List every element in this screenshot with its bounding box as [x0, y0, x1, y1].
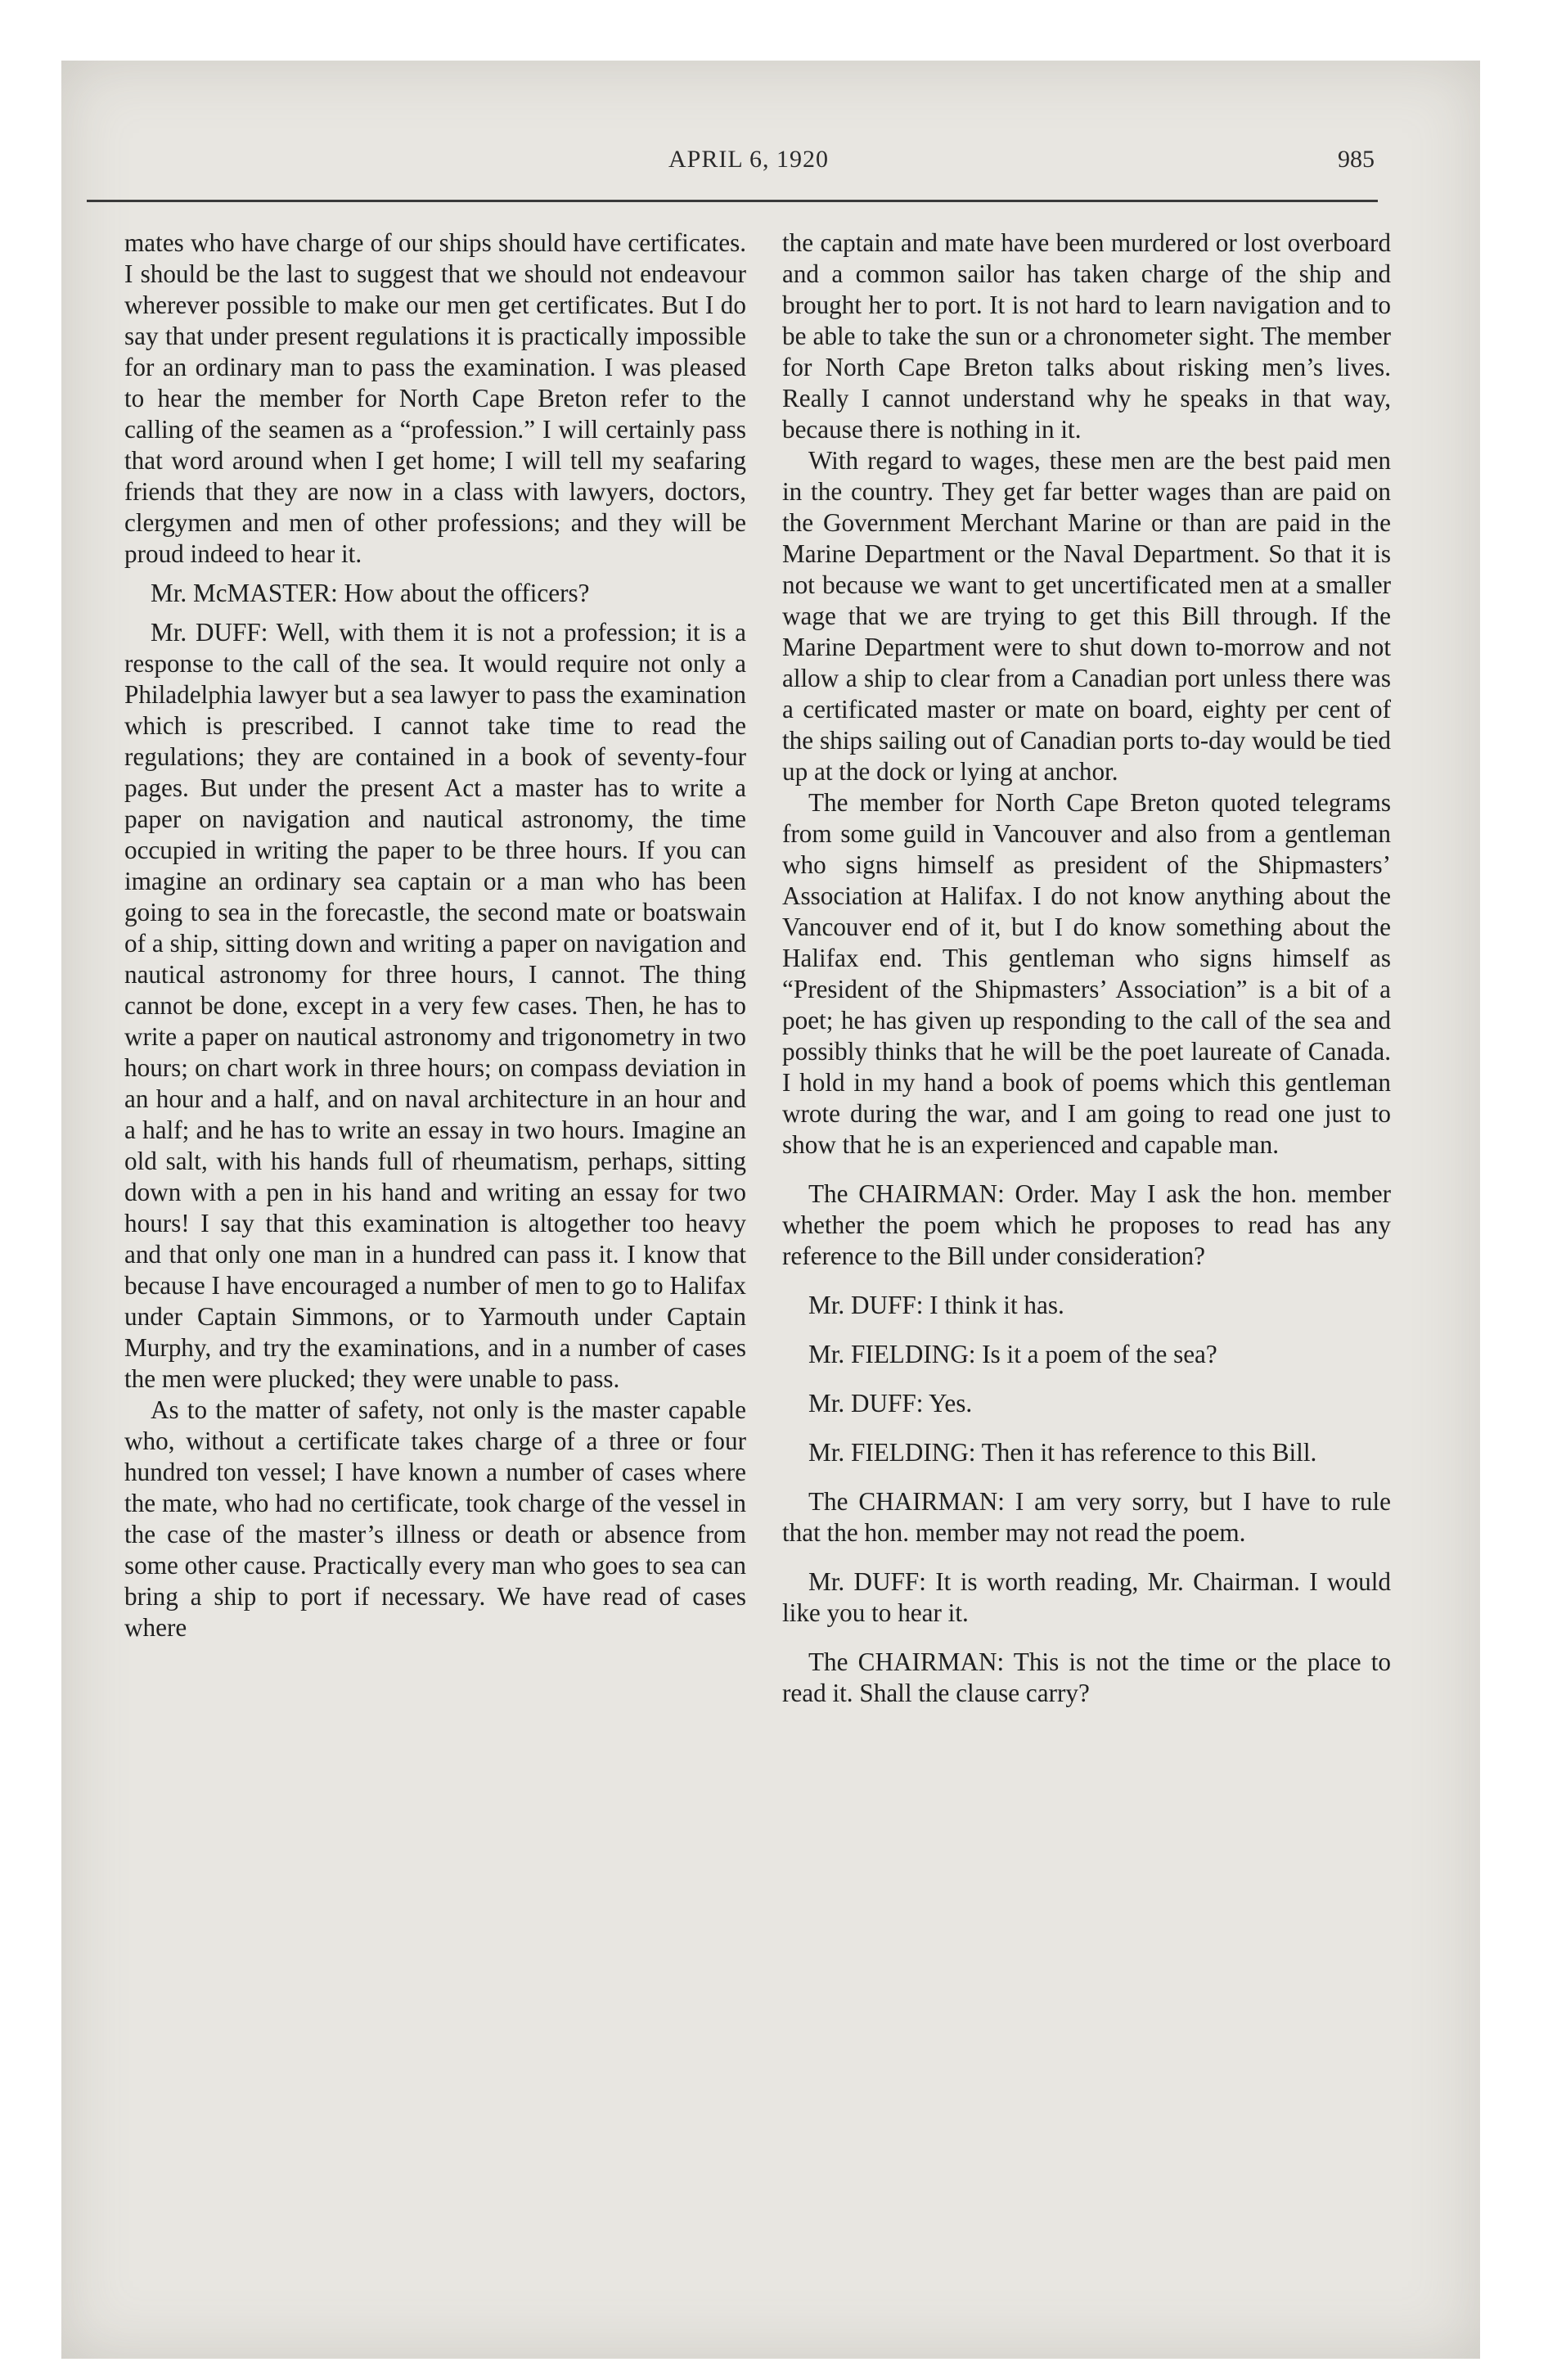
paragraph: Mr. DUFF: Yes.: [808, 1389, 973, 1418]
page-header: [123, 146, 1375, 182]
paragraph: The CHAIRMAN: I am very sorry, but I have to rule that the hon. member may not read the poem.: [782, 1487, 1391, 1547]
paragraph: Mr. FIELDING: Is it a poem of the sea?: [808, 1340, 1217, 1368]
paragraph: Mr. DUFF: I think it has.: [808, 1291, 1064, 1319]
right-column: [782, 228, 1391, 1709]
paragraph: Mr. DUFF: Well, with them it is not a profession; it is a response to the call of the sea. It would require not only a Philadelphia lawyer but a sea lawyer to pass the examination which is prescribed. I cannot take time to read the regulations; they are contained in a book of seventy-four pages. But under the present Act a master has to write a paper on navigation and nautical astronomy, the time occupied in writing the paper to be three hours. If you can imagine an ordinary sea captain or a man who has been going to sea in the forecastle, the second mate or boatswain of a ship, sitting down and writing a paper on navigation and nautical astronomy for three hours, I cannot. The thing cannot be done, except in a very few cases. Then, he has to write a paper on nautical astronomy and trigonometry in two hours; on chart work in three hours; on compass deviation in an hour and a half, and on naval architecture in an hour and a half; and he has to write an essay in two hours. Imagine an old salt, with his hands full of rheumatism, perhaps, sitting down with a pen in his hand and writing an essay for two hours! I say that this examination is altogether too heavy and that only one man in a hundred can pass it. I know that because I have encouraged a number of men to go to Halifax under Captain Simmons, or to Yarmouth under Captain Murphy, and try the examinations, and in a number of cases the men were plucked; they were unable to pass.: [124, 618, 746, 1393]
paragraph: mates who have charge of our ships should have certificates. I should be the last to suggest that we should not endeavour wherever possible to make our men get certificates. But I do say that under present regulations it is practically impossible for an ordinary man to pass the examination. I was pleased to hear the member for North Cape Breton refer to the calling of the seamen as a “profession.” I will certainly pass that word around when I get home; I will tell my seafaring friends that they are now in a class with lawyers, doctors, clergymen and men of other professions; and they will be proud indeed to hear it.: [124, 228, 746, 568]
header-rule: [87, 200, 1378, 202]
paragraph: With regard to wages, these men are the best paid men in the country. They get far better wages than are paid on the Government Merchant Marine or than are paid in the Marine Department or the Naval Department. So that it is not because we want to get uncertificated men at a smaller wage that we are trying to get this Bill through. If the Marine Department were to shut down to-morrow and not allow a ship to clear from a Canadian port unless there was a certificated master or mate on board, eighty per cent of the ships sailing out of Canadian ports to-day would be tied up at the dock or lying at anchor.: [782, 446, 1391, 786]
paragraph: As to the matter of safety, not only is the master capable who, without a certificate takes charge of a three or four hundred ton vessel; I have known a number of cases where the mate, who had no certificate, took charge of the vessel in the case of the master’s illness or death or absence from some other cause. Practically every man who goes to sea can bring a ship to port if necessary. We have read of cases where: [124, 1395, 746, 1642]
left-column: [124, 228, 746, 1643]
page-date: APRIL 6, 1920: [668, 146, 830, 173]
paragraph: The member for North Cape Breton quoted telegrams from some guild in Vancouver and also from a gentleman who signs himself as president of the Shipmasters’ Association at Halifax. I do not know anything about the Vancouver end of it, but I do know something about the Halifax end. This gentleman who signs himself as “President of the Shipmasters’ Association” is a bit of a poet; he has given up responding to the call of the sea and possibly thinks that he will be the poet laureate of Canada. I hold in my hand a book of poems which this gentleman wrote during the war, and I am going to read one just to show that he is an experienced and capable man.: [782, 788, 1391, 1159]
paragraph: The CHAIRMAN: This is not the time or the place to read it. Shall the clause carry?: [782, 1648, 1391, 1707]
paragraph: Mr. DUFF: It is worth reading, Mr. Chairman. I would like you to hear it.: [782, 1567, 1391, 1627]
paragraph: the captain and mate have been murdered or lost overboard and a common sailor has taken charge of the ship and brought her to port. It is not hard to learn navigation and to be able to take the sun or a chronometer sight. The member for North Cape Breton talks about risking men’s lives. Really I cannot understand why he speaks in that way, because there is nothing in it.: [782, 228, 1391, 444]
paragraph: The CHAIRMAN: Order. May I ask the hon. member whether the poem which he proposes to read has any reference to the Bill under consideration?: [782, 1179, 1391, 1270]
page-number: 985: [1338, 146, 1375, 173]
paragraph: Mr. FIELDING: Then it has reference to this Bill.: [808, 1438, 1317, 1467]
paragraph: Mr. McMASTER: How about the officers?: [151, 579, 590, 607]
